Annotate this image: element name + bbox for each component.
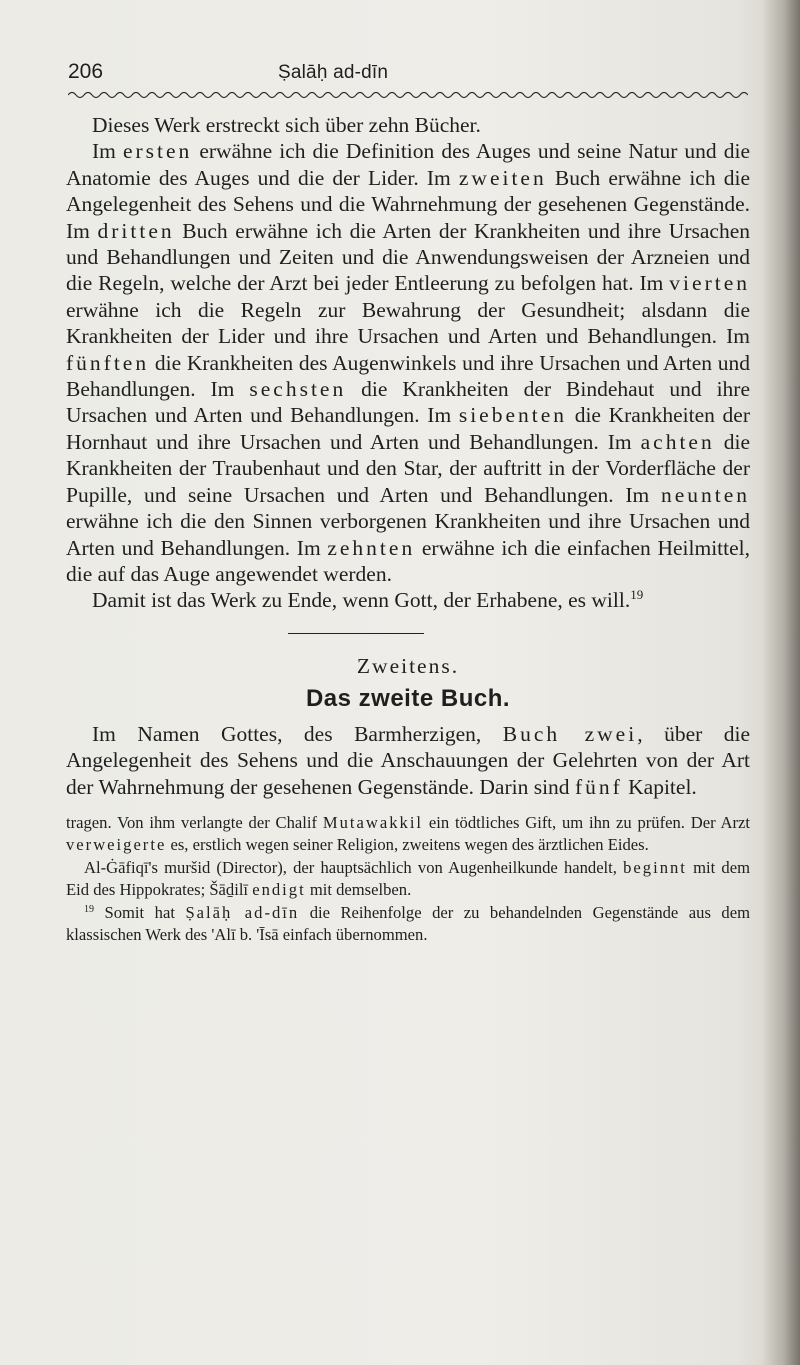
- text-run: mit dem Eid des Hippokrates; Šāḏilī: [66, 857, 750, 900]
- footnote-paragraph: [66, 857, 750, 902]
- running-title: Ṣalāḥ ad-dīn: [278, 62, 389, 83]
- text-run: Damit ist das Werk zu Ende, wenn Gott, der Erhabene, es will.: [92, 588, 631, 613]
- section-end: [66, 614, 750, 640]
- spaced-word: beginnt: [623, 857, 687, 877]
- footnote-reference: 19: [630, 587, 644, 603]
- spaced-word: Mutawakkil: [322, 812, 424, 832]
- section-divider-rule: [288, 633, 424, 634]
- section-label: Zweitens.: [356, 653, 460, 678]
- page-header: [68, 60, 748, 88]
- section-title: Das zweite Buch.: [305, 684, 511, 712]
- text-run: Buch erwähne ich die Arten der Krankheiten und ihre Ursachen und Behandlungen und Zeiten und die Anwendungsweisen der Arzneien und die Regeln, welche der Arzt bei jeder Entleerung zu befolgen hat. Im: [66, 218, 750, 296]
- spaced-word: Ṣalāḥ ad-dīn: [185, 902, 300, 922]
- paragraph-closing: [66, 587, 750, 613]
- page-binding-shadow: [762, 0, 800, 1365]
- page-number: 206: [68, 60, 104, 83]
- spaced-word: sechsten: [249, 377, 347, 402]
- spaced-word: vierten: [669, 271, 750, 296]
- spaced-word: ersten: [122, 139, 193, 164]
- footnotes: [66, 812, 750, 946]
- footnote-number: 19: [84, 903, 94, 915]
- spaced-word: fünften: [66, 350, 150, 375]
- spaced-word: dritten: [97, 218, 175, 243]
- text-run: Dieses Werk erstreckt sich über zehn Bücher.: [92, 113, 481, 137]
- text-run: die Krankheiten der Bindehaut und ihre Ursachen und Arten und Behandlungen. Im: [66, 377, 751, 428]
- spaced-word: fünf: [574, 774, 623, 799]
- text-run: mit demselben.: [305, 880, 412, 900]
- text-run: Im Namen Gottes, des Barmherzigen,: [92, 721, 503, 746]
- paragraph-book-list: [66, 138, 750, 587]
- footnote-19: [66, 902, 750, 947]
- spaced-word: zehnten: [327, 535, 416, 560]
- text-run: Buch erwähne ich die Angelegenheit des Sehens und die Wahrnehmung der gesehenen Gegenstände. Im: [66, 165, 751, 243]
- text-run: erwähne ich die Definition des Auges und seine Natur und die Anatomie des Auges und die der Lider. Im: [66, 139, 750, 190]
- text-run: , über die Angelegenheit des Sehens und die Anschauungen der Gelehrten von der Art der Wahrnehmung der gesehenen Gegenstände. Darin sind: [66, 721, 751, 799]
- text-run: Somit hat: [94, 902, 186, 922]
- text-run: Al-Ġāfiqī's muršid (Director), der hauptsächlich von Augenheilkunde handelt,: [84, 857, 624, 877]
- paragraph-intro: [66, 112, 750, 138]
- paragraph-book-two: [66, 721, 750, 800]
- ornamental-wavy-rule: [68, 90, 748, 100]
- text-run: die Krankheiten des Augenwinkels und ihre Ursachen und Arten und Behandlungen. Im: [66, 350, 750, 402]
- text-run: erwähne ich die den Sinnen verborgenen Krankheiten und ihre Ursachen und Arten und Behandlungen. Im: [66, 509, 750, 560]
- text-run: Kapitel.: [622, 774, 697, 799]
- text-run: es, erstlich wegen seiner Religion, zweitens wegen des ärztlichen Eides.: [166, 835, 649, 855]
- footnote-continuation: [66, 812, 750, 857]
- main-text: [66, 112, 750, 946]
- text-run: die Krankheiten der Traubenhaut und den Star, der auftritt in der Vorderfläche der Pupille, und seine Ursachen und Arten und Behandlungen. Im: [66, 429, 750, 507]
- spaced-word: neunten: [660, 482, 750, 507]
- text-run: die Krankheiten der Hornhaut und ihre Ursachen und Arten und Behandlungen. Im: [66, 403, 750, 454]
- text-run: ein tödtliches Gift, um ihn zu prüfen. Der Arzt: [423, 812, 750, 832]
- spaced-word: endigt: [252, 880, 306, 900]
- text-run: die Reihenfolge der zu behandelnden Gegenstände aus dem klassischen Werk des 'Alī b. 'Īsā einfach übernommen.: [66, 902, 750, 944]
- spaced-word: Buch zwei: [502, 721, 638, 746]
- spaced-word: siebenten: [458, 403, 568, 428]
- text-run: erwähne ich die einfachen Heilmittel, die auf das Auge angewendet werden.: [66, 535, 751, 586]
- spaced-word: achten: [640, 429, 715, 454]
- spaced-word: zweiten: [458, 165, 547, 190]
- text-run: tragen. Von ihm verlangte der Chalif: [66, 812, 323, 832]
- text-run: erwähne ich die Regeln zur Bewahrung der Gesundheit; alsdann die Krankheiten der Lider und ihre Ursachen und Arten und Behandlungen. Im: [66, 297, 750, 349]
- text-run: Im: [92, 139, 123, 164]
- spaced-word: verweigerte: [66, 835, 167, 855]
